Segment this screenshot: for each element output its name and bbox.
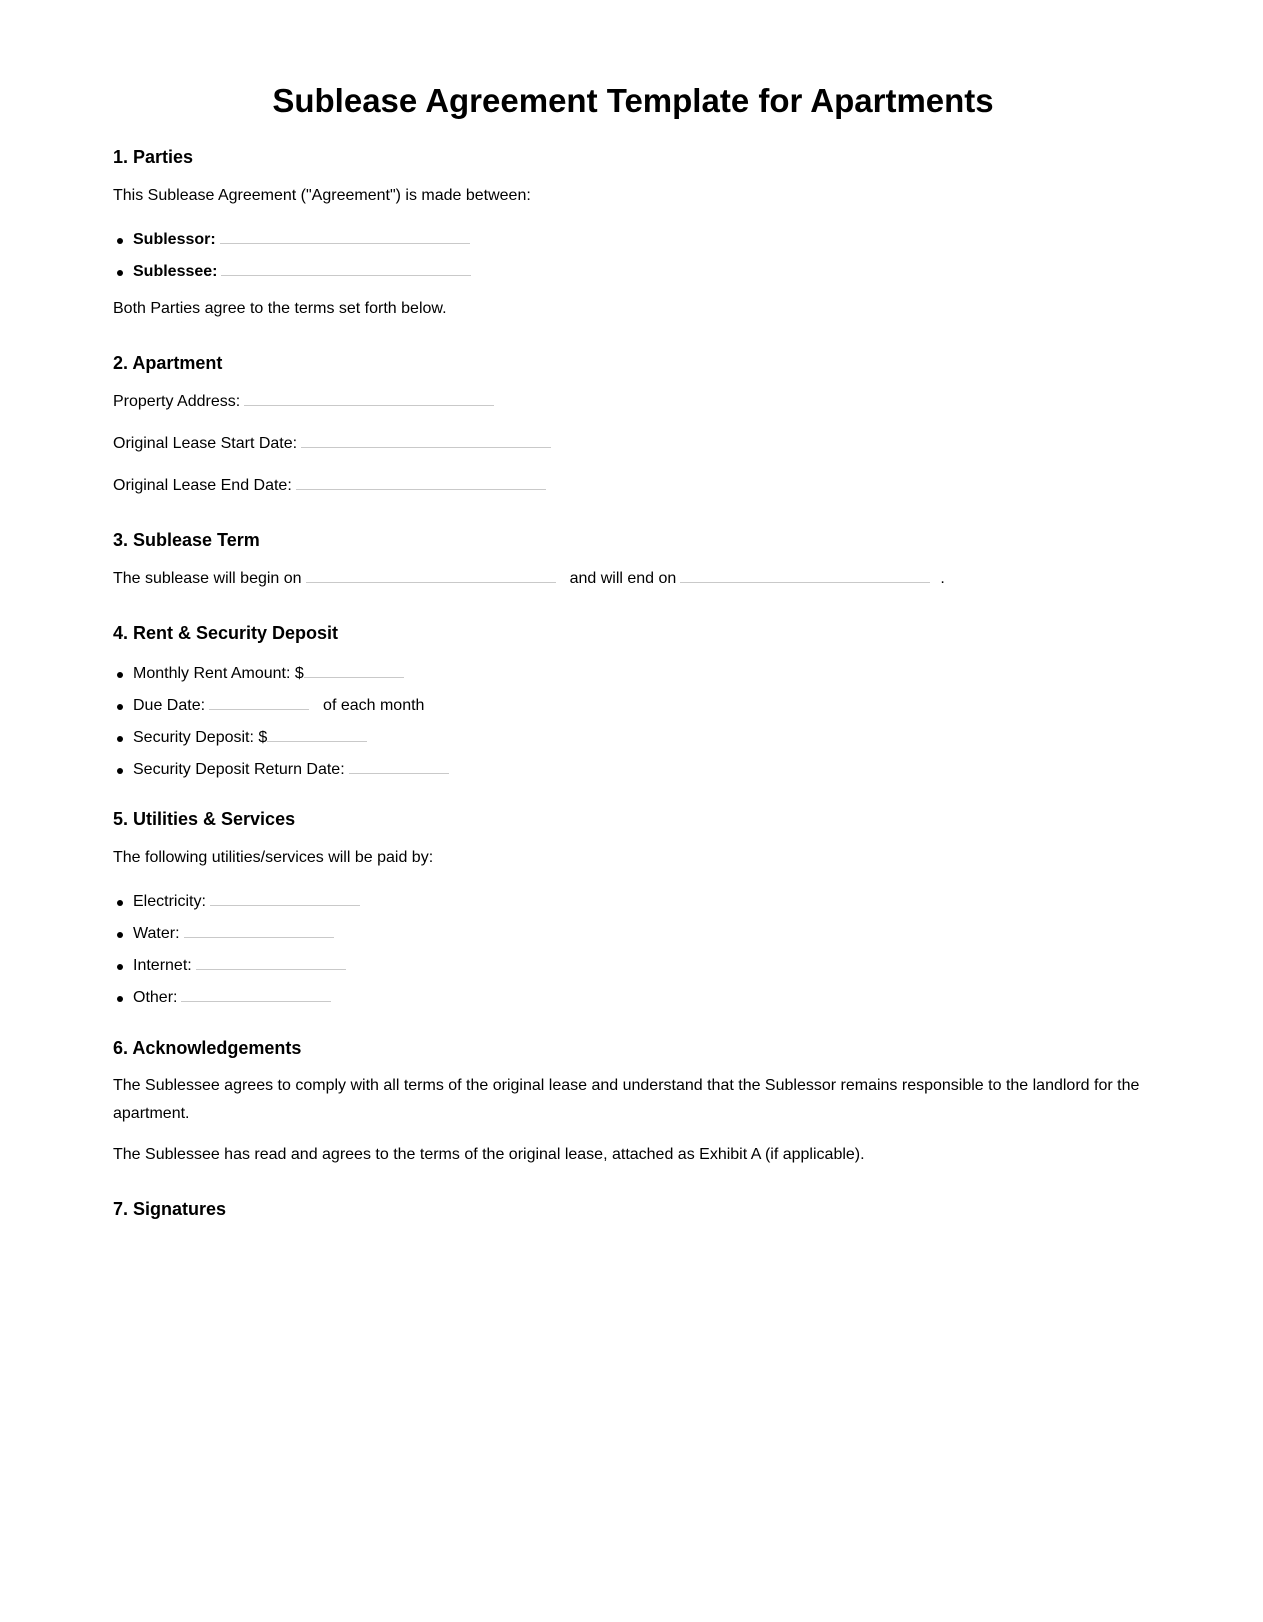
parties-closing: Both Parties agree to the terms set forth below. <box>113 300 447 317</box>
acknowledgement-paragraph-2: The Sublessee has read and agrees to the terms of the original lease, attached as Exhibit A (if applicable). <box>113 1146 865 1163</box>
monthly-rent-blank[interactable] <box>304 663 404 678</box>
utilities-intro: The following utilities/services will be paid by: <box>113 849 434 866</box>
bullet-icon <box>117 270 123 276</box>
section-heading-parties: 1. Parties <box>113 147 194 167</box>
lease-start-row <box>113 432 551 456</box>
term-begin-blank[interactable] <box>306 568 556 583</box>
bullet-icon <box>117 932 123 938</box>
property-address-label: Property Address: <box>113 393 241 410</box>
lease-start-label: Original Lease Start Date: <box>113 435 298 452</box>
term-period: . <box>940 570 945 587</box>
list-item-deposit-return <box>133 758 449 782</box>
bullet-icon <box>117 996 123 1002</box>
sublessee-label: Sublessee: <box>133 263 218 280</box>
lease-start-blank[interactable] <box>301 433 551 448</box>
sublessor-label: Sublessor: <box>133 231 216 248</box>
list-item-security-deposit <box>133 726 367 750</box>
utility-blank[interactable] <box>196 955 346 970</box>
section-heading-acknowledgements: 6. Acknowledgements <box>113 1038 302 1058</box>
due-date-suffix: of each month <box>323 697 425 714</box>
section-heading-rent: 4. Rent & Security Deposit <box>113 623 339 643</box>
due-date-label: Due Date: <box>133 697 206 714</box>
security-deposit-label: Security Deposit: $ <box>133 729 268 746</box>
utility-label: Internet: <box>133 957 192 974</box>
list-item-utility <box>133 890 360 914</box>
utility-blank[interactable] <box>210 891 360 906</box>
property-address-row <box>113 390 494 414</box>
section-heading-signatures: 7. Signatures <box>113 1199 227 1219</box>
bullet-icon <box>117 964 123 970</box>
list-item-due-date <box>133 694 424 718</box>
list-item-utility <box>133 986 331 1010</box>
bullet-icon <box>117 768 123 774</box>
document-title: Sublease Agreement Template for Apartments <box>272 82 994 119</box>
list-item-utility <box>133 922 334 946</box>
deposit-return-blank[interactable] <box>349 759 449 774</box>
sublessor-blank[interactable] <box>220 229 470 244</box>
list-item-sublessor <box>133 228 470 252</box>
bullet-icon <box>117 672 123 678</box>
bullet-icon <box>117 900 123 906</box>
lease-end-label: Original Lease End Date: <box>113 477 292 494</box>
term-begin-text: The sublease will begin on <box>113 570 302 587</box>
monthly-rent-label: Monthly Rent Amount: $ <box>133 665 304 682</box>
section-heading-term: 3. Sublease Term <box>113 530 260 550</box>
utility-label: Electricity: <box>133 893 206 910</box>
list-item-utility <box>133 954 346 978</box>
list-item-sublessee <box>133 260 471 284</box>
acknowledgement-paragraph-1: The Sublessee agrees to comply with all terms of the original lease and understand that the Sublessor remains responsible to the landlord for the apartment. <box>113 1077 1140 1122</box>
bullet-icon <box>117 736 123 742</box>
due-date-blank[interactable] <box>209 695 309 710</box>
bullet-icon <box>117 238 123 244</box>
bullet-icon <box>117 704 123 710</box>
term-sentence <box>113 567 945 591</box>
security-deposit-blank[interactable] <box>267 727 367 742</box>
lease-end-blank[interactable] <box>296 475 546 490</box>
property-address-blank[interactable] <box>244 391 494 406</box>
term-end-text: and will end on <box>569 570 677 587</box>
lease-end-row <box>113 474 546 498</box>
utility-blank[interactable] <box>181 987 331 1002</box>
parties-intro: This Sublease Agreement ("Agreement") is made between: <box>113 187 531 204</box>
section-heading-utilities: 5. Utilities & Services <box>113 809 296 829</box>
sublessee-blank[interactable] <box>221 261 471 276</box>
utility-blank[interactable] <box>184 923 334 938</box>
list-item-monthly-rent <box>133 662 404 686</box>
deposit-return-label: Security Deposit Return Date: <box>133 761 345 778</box>
term-end-blank[interactable] <box>680 568 930 583</box>
utility-label: Other: <box>133 989 178 1006</box>
section-heading-apartment: 2. Apartment <box>113 353 223 373</box>
utility-label: Water: <box>133 925 180 942</box>
